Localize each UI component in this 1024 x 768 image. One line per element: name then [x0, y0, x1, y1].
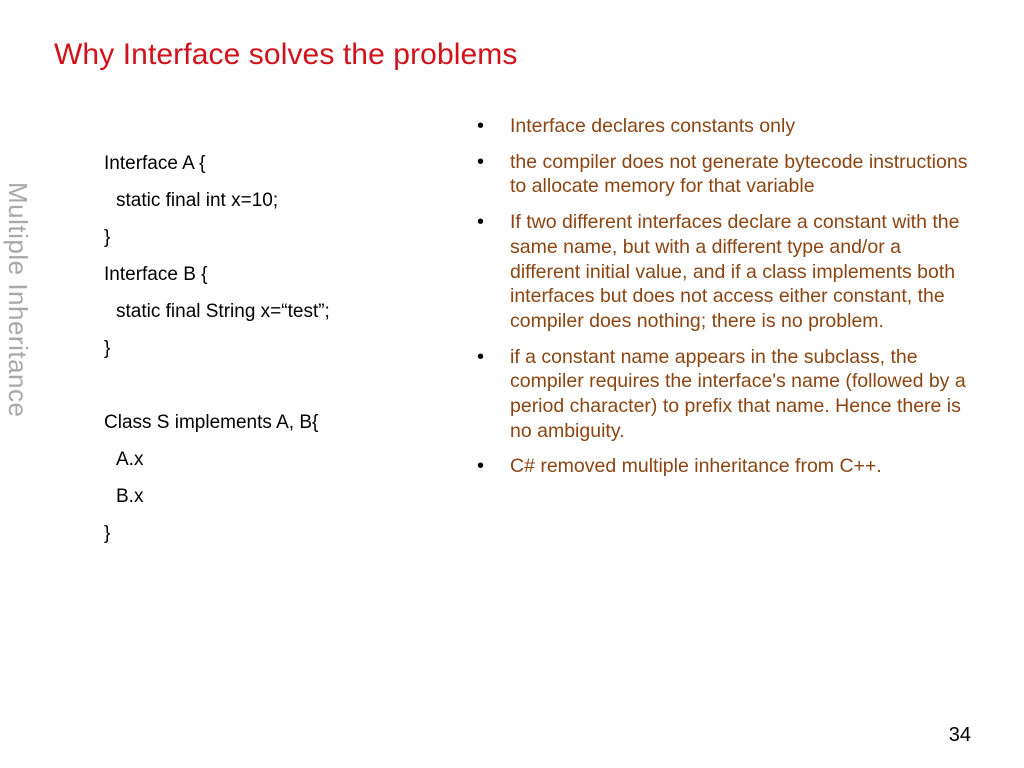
bullet-item — [474, 114, 974, 139]
bullet-text: Interface declares constants only — [510, 115, 796, 137]
bullet-dot-icon: • — [477, 455, 485, 478]
bullet-dot-icon: • — [477, 115, 485, 137]
code-line: Class S implements A, B{ — [104, 412, 319, 433]
bullet-dot-icon: • — [477, 211, 485, 234]
code-line: static final String x=“test”; — [116, 301, 330, 322]
bullet-text: if a constant name appears in the subclass, the compiler requires the interface's name (followed by a period character) to prefix that name. Hence there is no ambiguity. — [510, 345, 966, 442]
bullet-text: C# removed multiple inheritance from C++. — [510, 455, 882, 478]
code-block — [104, 145, 444, 552]
page-number: 34 — [948, 724, 971, 746]
bullet-item — [474, 454, 974, 479]
bullet-text: the compiler does not generate bytecode instructions to allocate memory for that variable — [510, 150, 968, 198]
code-line: Interface B { — [104, 264, 208, 285]
code-line: B.x — [116, 486, 144, 507]
code-line: A.x — [116, 449, 144, 470]
code-line: Interface A { — [104, 153, 206, 174]
code-line: } — [104, 523, 111, 544]
bullet-dot-icon: • — [477, 150, 485, 173]
side-label: Multiple Inheritance — [3, 182, 33, 418]
code-line: } — [104, 227, 111, 248]
code-line: } — [104, 338, 111, 359]
slide-title: Why Interface solves the problems — [54, 38, 518, 71]
code-line: static final int x=10; — [116, 190, 279, 211]
bullet-item — [474, 150, 974, 199]
bullet-dot-icon: • — [477, 345, 485, 368]
bullet-item — [474, 345, 974, 444]
bullet-list — [474, 114, 974, 490]
bullet-item — [474, 210, 974, 334]
code-line-blank — [104, 367, 444, 404]
bullet-text: If two different interfaces declare a constant with the same name, but with a different type and/or a different initial value, and if a class implements both interfaces but does not access either constant, the compiler does nothing; there is no problem. — [510, 211, 960, 332]
